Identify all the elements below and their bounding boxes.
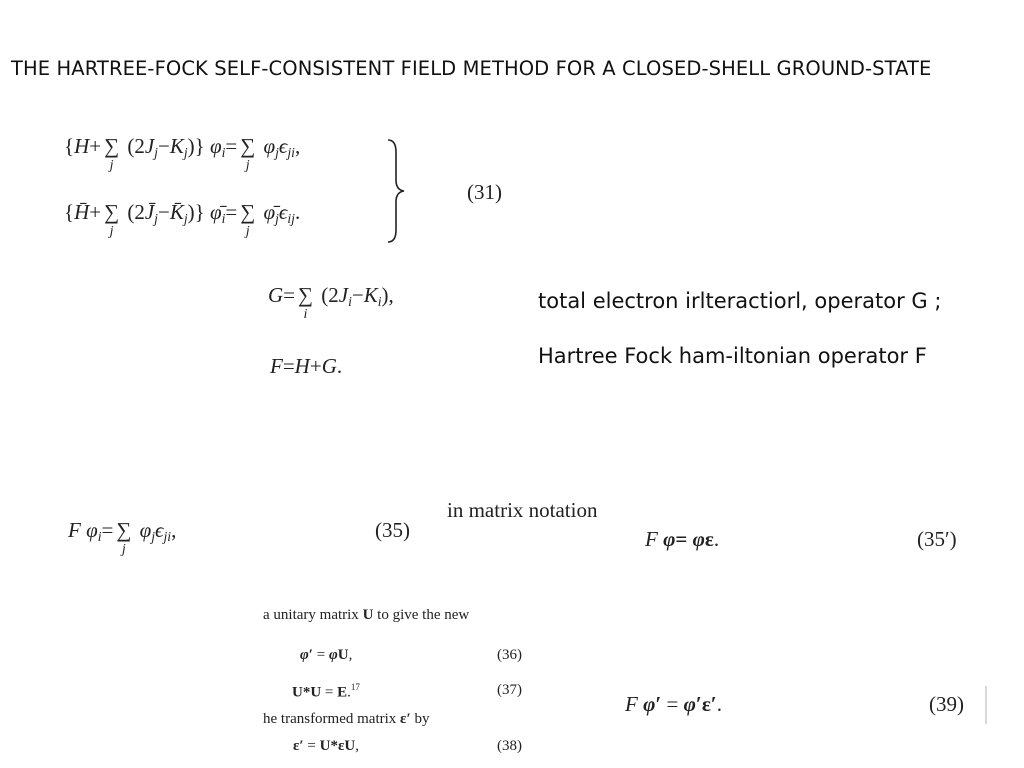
equation-g-definition: G= ∑ i $(2J_i-K_i)$,: [268, 283, 394, 322]
equation-35-prime-number: (35′): [917, 527, 957, 551]
right-brace: [384, 138, 408, 244]
f-operator-note: Hartree Fock ham-iltonian operator F: [538, 344, 927, 368]
equation-36-number: (36): [497, 647, 522, 663]
equation-31-number: (31): [467, 180, 502, 204]
matrix-notation-label: in matrix notation: [447, 498, 598, 522]
slide-title: THE HARTREE-FOCK SELF-CONSISTENT FIELD METHOD FOR A CLOSED-SHELL GROUND-STATE: [11, 57, 932, 80]
excerpt-line-unitary: a unitary matrix U to give the new: [263, 607, 470, 623]
equation-39: F φ′ = φ′ε′.: [625, 692, 722, 716]
equation-36: φ′ = φU,: [300, 647, 353, 663]
equation-35-number: (35): [375, 518, 410, 542]
equation-35: F $\varphi_i=$ ∑ j $\varphi_j\epsilon_{ji}$,: [68, 518, 177, 557]
g-operator-note: total electron irlteractiorl, operator G ;: [538, 289, 942, 313]
equation-f-definition: F=H+G.: [270, 354, 343, 378]
equation-39-number: (39): [929, 692, 964, 716]
scan-edge-mark: [985, 686, 987, 724]
excerpt-line-transformed: he transformed matrix ε′ by: [263, 711, 430, 727]
equation-38: ε′ = U*εU,: [293, 738, 359, 754]
equation-31-line-2: {H̄+ ∑ j $(2J̄_j-K̄_j)$} $\varphī_i=$ ∑ j $\varphī_j\epsilon_{ij}$.: [64, 200, 301, 239]
equation-37: U*U = E.$^{17}$: [292, 682, 360, 701]
equation-31-line-1: {H+ ∑ j $(2J_j-K_j)$} $\varphi_i=$ ∑ j $\varphi_j\epsilon_{ji}$,: [64, 134, 301, 173]
equation-38-number: (38): [497, 738, 522, 754]
equation-35-prime: F φ= φε.: [645, 527, 720, 551]
equation-37-number: (37): [497, 682, 522, 698]
